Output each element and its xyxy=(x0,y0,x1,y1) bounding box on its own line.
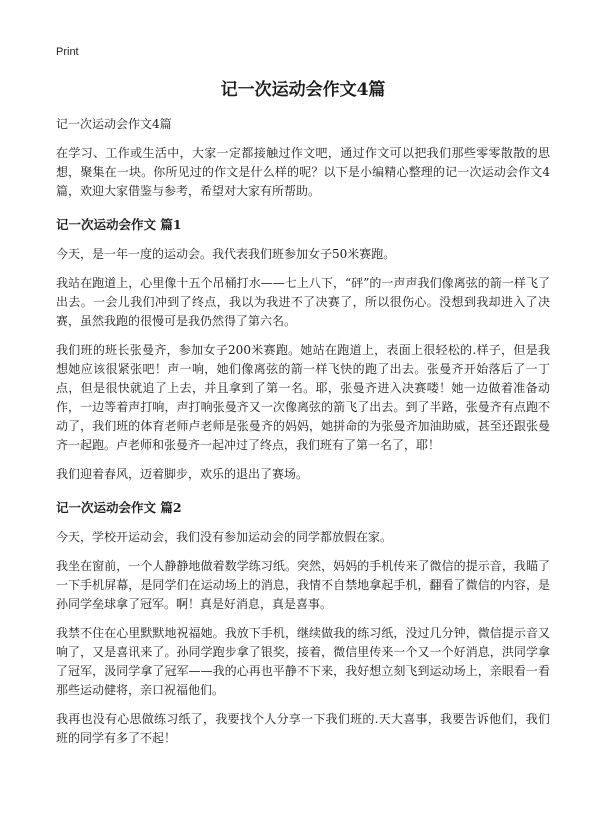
intro-paragraph: 在学习、工作或生活中，大家一定都接触过作文吧，通过作文可以把我们那些零零散散的思想，聚集在一块。你所见过的作文是什么样的呢？以下是小编精心整理的记一次运动会作文4篇，欢迎大家借鉴与参考，希望对大家有所帮助。 xyxy=(56,146,550,198)
page-title: 记一次运动会作文4篇 xyxy=(220,80,386,100)
section-heading: 记一次运动会作文 篇1 xyxy=(56,217,182,232)
paragraph: 我们迎着春风，迈着脚步，欢乐的退出了赛场。 xyxy=(56,467,309,481)
paragraph: 我禁不住在心里默默地祝福她。我放下手机，继续做我的练习纸，没过几分钟，微信提示音又响了，又是喜讯来了。孙同学跑步拿了银奖，接着，微信里传来一个又一个好消息，洪同学拿了冠军，汲同学拿了冠军——我的心再也平静不下来，我好想立刻飞到运动场上，亲眼看一看那些运动健将，亲口祝福他们。 xyxy=(56,626,550,697)
paragraph: 我们班的班长张曼齐，参加女子200米赛跑。她站在跑道上，表面上很轻松的.样子，但是我想她应该很紧张吧！声一响，她们像离弦的箭一样飞快的跑了出去。张曼齐开始落后了一丁点，但是很快就追了上去，并且拿到了第一名。耶，张曼齐进入决赛喽！她一边做着准备动作，一边等着声打响，声打响张曼齐又一次像离弦的箭飞了出去。到了半路，张曼齐有点跑不动了，我们班的体育老师卢老师是张曼齐的妈妈，她拼命的为张曼齐加油助威，甚至还跟张曼齐一起跑。卢老师和张曼齐一起冲过了终点，我们班有了第一名了，耶！ xyxy=(56,343,550,452)
paragraph: 我再也没有心思做练习纸了，我要找个人分享一下我们班的.天大喜事，我要告诉他们，我们班的同学有多了不起！ xyxy=(56,712,550,745)
print-link[interactable]: Print xyxy=(56,46,79,58)
paragraph: 今天，学校开运动会，我们没有参加运动会的同学都放假在家。 xyxy=(56,530,393,544)
paragraph: 今天，是一年一度的运动会。我代表我们班参加女子50米赛跑。 xyxy=(56,247,396,261)
article-subtitle: 记一次运动会作文4篇 xyxy=(56,117,172,131)
paragraph: 我坐在窗前，一个人静静地做着数学练习纸。突然，妈妈的手机传来了微信的提示音，我瞄了一下手机屏幕，是同学们在运动场上的消息，我情不自禁地拿起手机，翻看了微信的内容，是孙同学垒球拿了冠军。啊！真是好消息，真是喜事。 xyxy=(56,559,550,611)
paragraph: 我站在跑道上，心里像十五个吊桶打水——七上八下，“砰”的一声声我们像离弦的箭一样飞了出去。一会儿我们冲到了终点，我以为我进不了决赛了，所以很伤心。没想到我却进入了决赛，虽然我跑的很慢可是我仍然得了第六名。 xyxy=(56,276,550,328)
section-1 xyxy=(56,215,550,484)
section-2 xyxy=(56,498,550,748)
section-heading: 记一次运动会作文 篇2 xyxy=(56,500,182,515)
article xyxy=(56,78,550,758)
